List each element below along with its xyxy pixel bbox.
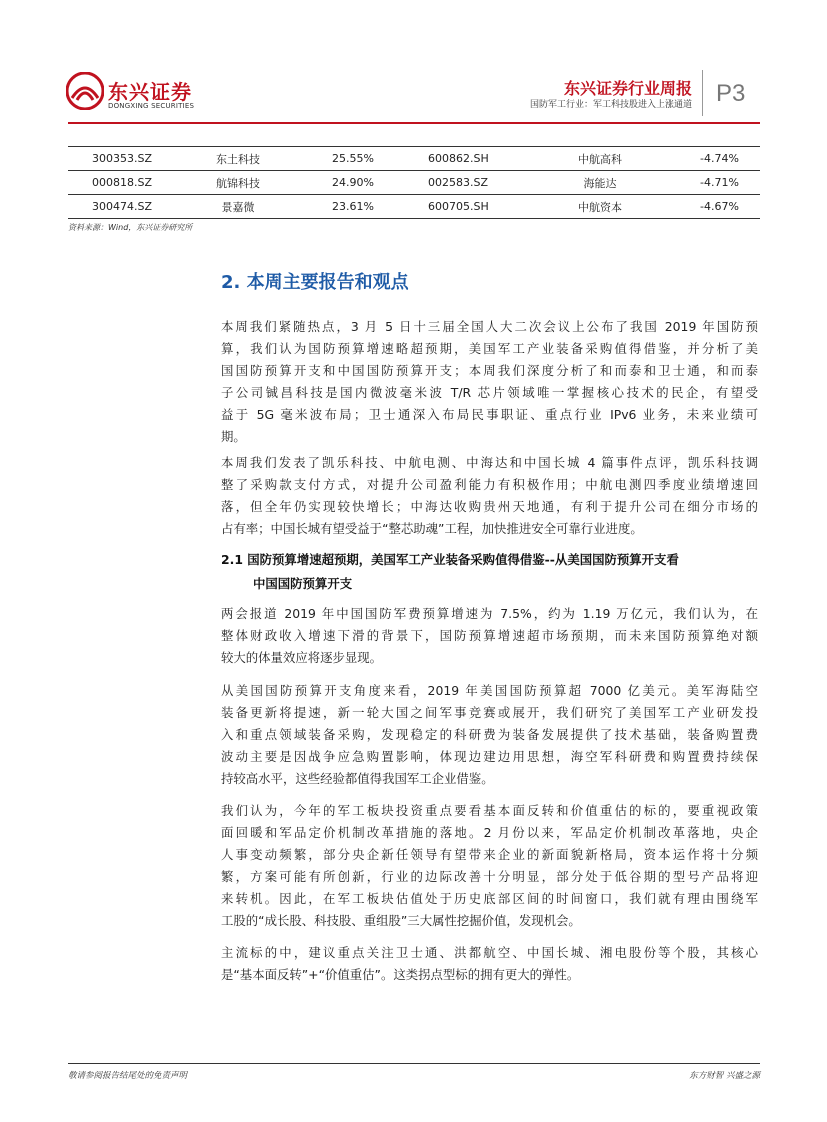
paragraph-event-comments xyxy=(221,452,758,540)
text-line: 落，但全年仍实现较快增长；中海达收购贵州天地通，有利于提升公司在细分市场的 xyxy=(221,499,758,514)
stock-code: 300474.SZ xyxy=(92,200,153,213)
text-line: 本周我们紧随热点，3 月 5 日十三届全国人大二次会议上公布了我国 2019 年国防预 xyxy=(221,319,758,334)
stock-change: 25.55% xyxy=(332,152,374,165)
paragraph-investment-view xyxy=(221,800,758,932)
table-row xyxy=(68,195,760,219)
text-line: 装备更新将提速，新一轮大国之间军事竞赛或展开，我们研究了美国军工产业研发投 xyxy=(221,705,758,720)
text-line: 波动主要是因战争应急购置影响，体现边建边用思想，海空军科研费和购置费持续保 xyxy=(221,749,758,764)
text-line: 繁，方案可能有所创新，行业的边际改善十分明显，部分处于低谷期的型号产品将迎 xyxy=(221,869,758,884)
text-line: 我们认为，今年的军工板块投资重点要看基本面反转和价值重估的标的，要重视政策 xyxy=(221,803,758,818)
text-line: 是“基本面反转”+“价值重估”。这类拐点型标的拥有更大的弹性。 xyxy=(221,967,580,982)
header-divider xyxy=(702,70,703,116)
stock-name: 景嘉微 xyxy=(221,200,255,214)
text-line: 子公司铖昌科技是国内微波毫米波 T/R 芯片领域唯一掌握核心技术的民企，有望受 xyxy=(221,385,758,400)
paragraph-weekly-focus xyxy=(221,316,758,448)
stock-change: 23.61% xyxy=(332,200,374,213)
stock-code: 000818.SZ xyxy=(92,176,153,189)
stock-name: 海能达 xyxy=(583,176,617,190)
company-logo xyxy=(66,70,206,116)
stock-name: 中航高科 xyxy=(578,152,622,166)
text-line: 期。 xyxy=(221,429,246,444)
text-line: 算，我们认为国防预算增速略超预期，美国军工产业装备采购值得借鉴，并分析了美 xyxy=(221,341,758,356)
subsection-title xyxy=(221,548,761,596)
subsection-title-line: 中国国防预算开支 xyxy=(253,576,353,591)
text-line: 人事变动频繁，部分央企新任领导有望带来企业的新面貌新格局，资本运作将十分频 xyxy=(221,847,758,862)
text-line: 较大的体量效应将逐步显现。 xyxy=(221,650,383,665)
report-title: 东兴证券行业周报 xyxy=(563,79,692,98)
text-line: 两会报道 2019 年中国国防军费预算增速为 7.5%，约为 1.19 万亿元，我们认为，在 xyxy=(221,606,758,621)
text-line: 面回暖和军品定价机制改革措施的落地。2 月份以来，军品定价机制改革落地，央企 xyxy=(221,825,758,840)
report-subtitle: 国防军工行业：军工科技股进入上涨通道 xyxy=(529,100,692,110)
text-line: 益于 5G 毫米波布局；卫士通深入布局民事职证、重点行业 IPv6 业务，未来业绩可 xyxy=(221,407,758,422)
stock-code: 600705.SH xyxy=(428,200,489,213)
table-source-note: 资料来源：Wind，东兴证券研究所 xyxy=(68,223,193,232)
stock-name: 东土科技 xyxy=(216,152,260,166)
text-line: 整体财政收入增速下滑的背景下，国防预算增速超市场预期，而未来国防预算绝对额 xyxy=(221,628,758,643)
text-line: 持较高水平，这些经验都值得我国军工企业借鉴。 xyxy=(221,771,494,786)
stock-change: 24.90% xyxy=(332,176,374,189)
footer-disclaimer: 敬请参阅报告结尾处的免责声明 xyxy=(68,1071,188,1081)
text-line: 国国防预算开支和中国国防预算开支；本周我们深度分析了和而泰和卫士通，和而泰 xyxy=(221,363,758,378)
stock-change: -4.71% xyxy=(700,176,739,189)
subsection-title-line: 2.1 国防预算增速超预期，美国军工产业装备采购值得借鉴--从美国国防预算开支看 xyxy=(221,552,679,567)
footer-slogan: 东方财智 兴盛之源 xyxy=(689,1071,760,1081)
logo-text-en: DONGXING SECURITIES xyxy=(108,102,195,110)
stock-change: -4.67% xyxy=(700,200,739,213)
dongxing-logo-icon xyxy=(66,72,104,110)
paragraph-budget-growth xyxy=(221,603,758,669)
section-title: 2. 本周主要报告和观点 xyxy=(221,272,409,293)
text-line: 从美国国防预算开支角度来看，2019 年美国国防预算超 7000 亿美元。美军海陆空 xyxy=(221,683,758,698)
text-line: 整了采购款支付方式，对提升公司盈利能力有积极作用；中航电测四季度业绩增速回 xyxy=(221,477,758,492)
text-line: 占有率；中国长城有望受益于“整芯助魂”工程，加快推进安全可靠行业进度。 xyxy=(221,521,643,536)
stock-performance-table xyxy=(68,146,760,219)
logo-text-cn: 东兴证券 xyxy=(108,80,192,104)
footer-rule xyxy=(68,1063,760,1064)
stock-code: 300353.SZ xyxy=(92,152,153,165)
text-line: 工股的“成长股、科技股、重组股”三大属性挖掘价值，发现机会。 xyxy=(221,913,581,928)
table-row xyxy=(68,147,760,171)
header-rule xyxy=(68,122,760,124)
text-line: 主流标的中，建议重点关注卫士通、洪都航空、中国长城、湘电股份等个股，其核心 xyxy=(221,945,758,960)
stock-change: -4.74% xyxy=(700,152,739,165)
table-row xyxy=(68,171,760,195)
stock-code: 600862.SH xyxy=(428,152,489,165)
paragraph-recommendations xyxy=(221,942,758,986)
text-line: 本周我们发表了凯乐科技、中航电测、中海达和中国长城 4 篇事件点评，凯乐科技调 xyxy=(221,455,758,470)
stock-code: 002583.SZ xyxy=(428,176,489,189)
text-line: 来转机。因此，在军工板块估值处于历史底部区间的时间窗口，我们就有理由围绕军 xyxy=(221,891,758,906)
page-number: P3 xyxy=(716,80,746,107)
stock-name: 航锦科技 xyxy=(216,176,260,190)
stock-name: 中航资本 xyxy=(578,200,622,214)
text-line: 入和重点领域装备采购，发现稳定的科研费为装备发展提供了技术基础，装备购置费 xyxy=(221,727,758,742)
paragraph-us-budget xyxy=(221,680,758,790)
